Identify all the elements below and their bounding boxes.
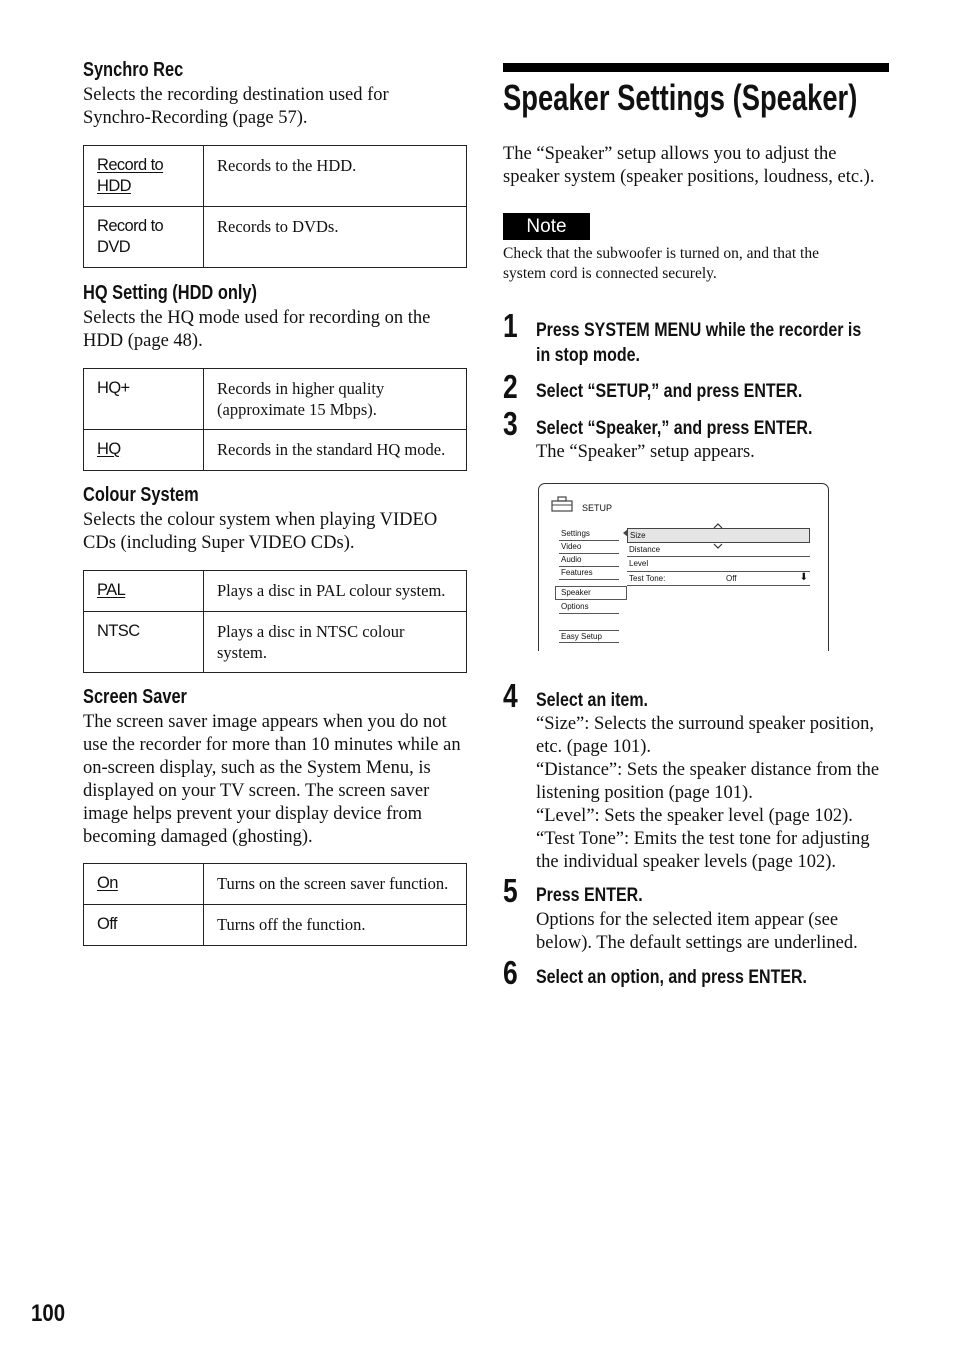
colour-system-desc: Selects the colour system when playing VIDEO CDs (including Super VIDEO CDs). <box>83 510 438 553</box>
page-number: 100 <box>31 1300 66 1327</box>
menu-item-options[interactable]: Options <box>559 601 619 614</box>
setup-menu <box>559 528 619 580</box>
intro-text: The “Speaker” setup allows you to adjust the speaker system (speaker positions, loudness, etc.). <box>503 144 875 187</box>
option-value: Plays a disc in PAL colour system. <box>204 571 467 612</box>
menu-item-speaker[interactable]: Speaker <box>555 586 627 600</box>
hq-setting-table <box>83 368 467 471</box>
option-value: Records in higher quality (approximate 15 Mbps). <box>204 369 467 430</box>
option-value: Turns off the function. <box>204 905 467 946</box>
step-3-title: Select “Speaker,” and press ENTER. <box>536 417 813 439</box>
table-row <box>84 905 467 946</box>
synchro-rec-table <box>83 145 467 268</box>
screen-saver-heading: Screen Saver <box>83 686 187 708</box>
menu-item-audio[interactable]: Audio <box>559 554 619 567</box>
option-key: Record to DVD <box>84 207 204 268</box>
option-value: Records to DVDs. <box>204 207 467 268</box>
setup-screen <box>538 483 829 651</box>
option-key: Off <box>84 905 204 946</box>
colour-system-heading: Colour System <box>83 484 199 506</box>
hq-setting-desc: Selects the HQ mode used for recording on the HDD (page 48). <box>83 308 431 351</box>
option-value: Records in the standard HQ mode. <box>204 430 467 471</box>
option-key: PAL <box>84 571 204 612</box>
setup-menu-bottom <box>559 630 619 643</box>
page-number-wrap <box>31 1300 71 1328</box>
step-number: 4 <box>503 677 518 714</box>
screen-header: SETUP <box>582 503 613 513</box>
screen-saver-desc: The screen saver image appears when you do not use the recorder for more than 10 minutes while an on-screen display, such as the System Menu, is displayed on your TV screen. The screen saver image helps prevent your display device from becoming damaged (ghosting). <box>83 712 461 847</box>
toolbox-icon <box>551 496 573 512</box>
step-4-body: “Size”: Selects the surround speaker position, etc. (page 101). “Distance”: Sets the speaker distance from the listening position (page 101). “Level”: Sets the speaker level (page 102). “Test Tone”: Emits the test tone for adjusting the individual speaker levels (page 102). <box>536 714 880 872</box>
setup-menu-lower <box>559 601 619 614</box>
item-size[interactable]: Size <box>627 528 810 543</box>
screen-saver-table <box>83 863 467 946</box>
item-level[interactable]: Level <box>627 557 810 572</box>
title-wrap <box>503 76 954 120</box>
option-key: HQ+ <box>84 369 204 430</box>
menu-item-features[interactable]: Features <box>559 567 619 580</box>
option-value: Plays a disc in NTSC colour system. <box>204 612 467 673</box>
menu-item-settings[interactable]: Settings <box>559 528 619 541</box>
table-row <box>84 207 467 268</box>
hq-setting-section <box>83 282 295 305</box>
option-value: Turns on the screen saver function. <box>204 864 467 905</box>
page-title: Speaker Settings (Speaker) <box>503 77 858 118</box>
synchro-rec-section <box>83 59 205 82</box>
synchro-rec-heading: Synchro Rec <box>83 59 184 81</box>
step-3-body: The “Speaker” setup appears. <box>536 442 755 462</box>
step-number: 2 <box>503 368 518 405</box>
step-5-title: Press ENTER. <box>536 884 643 906</box>
table-row <box>84 864 467 905</box>
table-row <box>84 430 467 471</box>
step-5-body: Options for the selected item appear (see below). The default settings are underlined. <box>536 910 858 953</box>
item-test-tone[interactable]: Test Tone: Off ⬇ <box>627 572 810 587</box>
table-row <box>84 571 467 612</box>
step-number: 1 <box>503 307 518 344</box>
step-4-title: Select an item. <box>536 689 648 711</box>
note-label: Note <box>503 213 590 240</box>
pointer-icon <box>623 529 628 537</box>
table-row <box>84 612 467 673</box>
synchro-rec-desc: Selects the recording destination used for Synchro-Recording (page 57). <box>83 85 389 128</box>
option-value: Records to the HDD. <box>204 146 467 207</box>
menu-item-easy-setup[interactable]: Easy Setup <box>559 630 619 643</box>
step-number: 5 <box>503 872 518 909</box>
step-number: 6 <box>503 954 518 991</box>
step-6-title: Select an option, and press ENTER. <box>536 966 807 988</box>
step-2-title: Select “SETUP,” and press ENTER. <box>536 380 803 402</box>
title-rule <box>503 63 889 72</box>
step-number: 3 <box>503 405 518 442</box>
colour-system-section <box>83 484 224 507</box>
option-key: Record to HDD <box>84 146 204 207</box>
hq-setting-heading: HQ Setting (HDD only) <box>83 282 258 304</box>
screen-saver-section <box>83 686 210 709</box>
note-text: Check that the subwoofer is turned on, and that the system cord is connected securely. <box>503 245 819 282</box>
table-row <box>84 146 467 207</box>
menu-item-video[interactable]: Video <box>559 541 619 554</box>
table-row <box>84 369 467 430</box>
option-key: On <box>84 864 204 905</box>
item-distance[interactable]: Distance <box>627 543 810 558</box>
option-key: HQ <box>84 430 204 471</box>
colour-system-table <box>83 570 467 673</box>
option-key: NTSC <box>84 612 204 673</box>
down-arrow-icon: ⬇ <box>799 571 808 583</box>
speaker-items <box>627 528 810 586</box>
step-1-title: Press SYSTEM MENU while the recorder is in stop mode. <box>536 319 862 366</box>
